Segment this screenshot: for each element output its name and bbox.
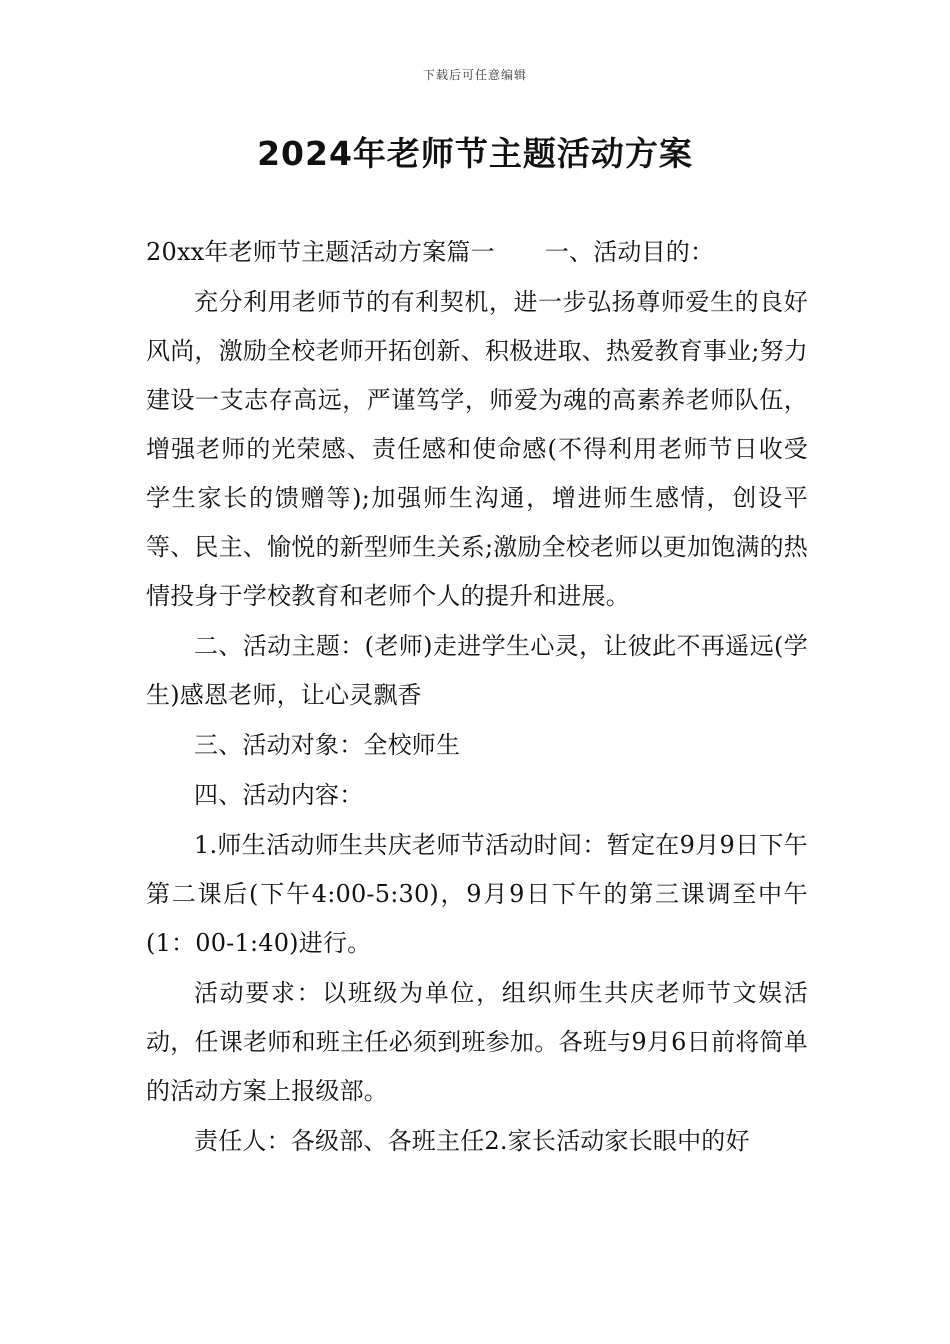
header-note: 下载后可任意编辑 (422, 68, 527, 82)
paragraph-content-heading: 四、活动内容： (194, 781, 364, 809)
paragraph-activity-one: 1.师生活动师生共庆老师节活动时间：暂定在9月9日下午第二课后(下午4:00-5:30)，9月9日下午的第三课调至中午(1：00-1:40)进行。 (146, 831, 808, 957)
paragraph-requirements: 活动要求：以班级为单位，组织师生共庆老师节文娱活动，任课老师和班主任必须到班参加。各班与9月6日前将简单的活动方案上报级部。 (146, 979, 808, 1105)
intro-line (146, 228, 808, 277)
paragraph-audience: 三、活动对象：全校师生 (194, 731, 461, 759)
paragraph-theme: 二、活动主题：(老师)走进学生心灵，让彼此不再遥远(学生)感恩老师，让心灵飘香 (146, 632, 808, 709)
intro-right: 一、活动目的： (544, 238, 715, 266)
document-title: 2024年老师节主题活动方案 (257, 134, 693, 173)
intro-left: 20xx年老师节主题活动方案篇一 (146, 238, 495, 266)
document-body (146, 228, 808, 1166)
paragraph-purpose: 充分利用老师节的有利契机，进一步弘扬尊师爱生的良好风尚，激励全校老师开拓创新、积极进取、热爱教育事业;努力建设一支志存高远，严谨笃学，师爱为魂的高素养老师队伍，增强老师的光荣感、责任感和使命感(不得利用老师节日收受学生家长的馈赠等);加强师生沟通，增进师生感情，创设平等、民主、愉悦的新型师生关系;激励全校老师以更加饱满的热情投身于学校教育和老师个人的提升和进展。 (146, 288, 808, 610)
paragraph-responsible: 责任人：各级部、各班主任2.家长活动家长眼中的好 (194, 1127, 750, 1155)
